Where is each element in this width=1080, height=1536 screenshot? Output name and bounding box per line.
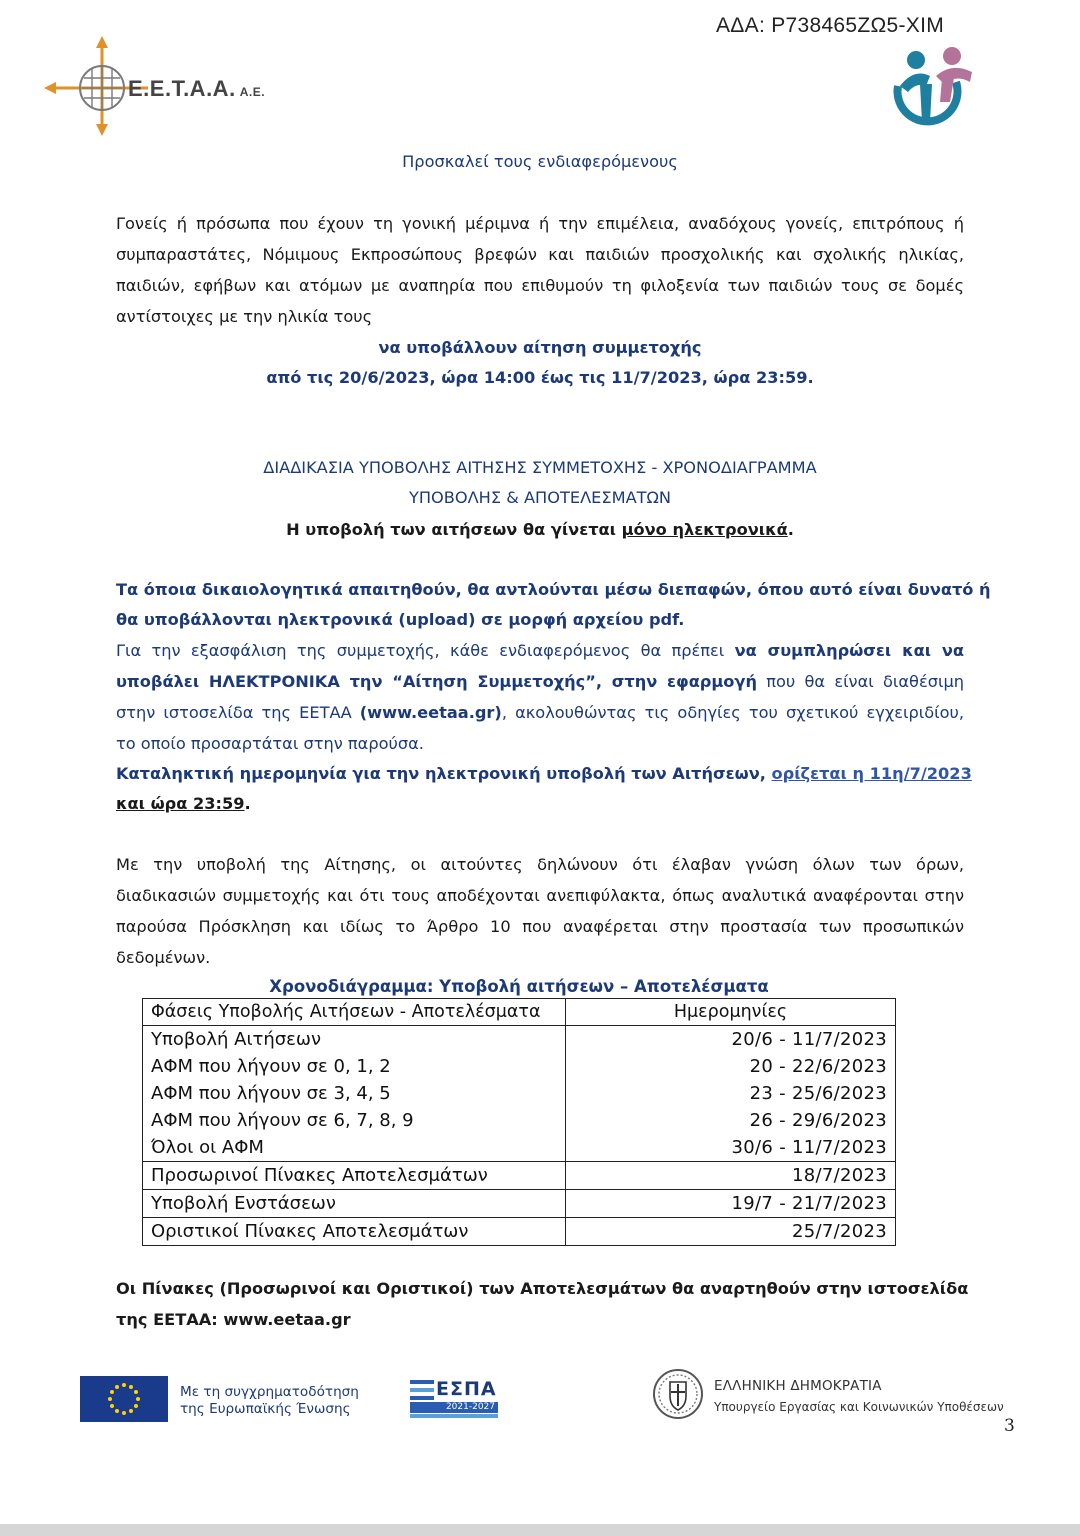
deadline-l1-text: Καταληκτική ημερομηνία για την ηλεκτρονική υποβολή των Αιτήσεων, xyxy=(116,764,772,783)
electronic-prefix: Η υποβολή των αιτήσεων θα γίνεται xyxy=(286,520,622,539)
eu-line-1: Με τη συγχρηματοδότηση xyxy=(180,1384,359,1400)
schedule-phase: ΑΦΜ που λήγουν σε 3, 4, 5 xyxy=(143,1080,566,1107)
table-row xyxy=(143,1218,896,1246)
terms-line-3: παρούσα Πρόσκληση και ιδίως το Άρθρο 10 που αναφέρεται στην προστασία των προσωπικών xyxy=(116,917,964,936)
schedule-date: 20/6 - 11/7/2023 xyxy=(566,1026,896,1054)
schedule-phase: ΑΦΜ που λήγουν σε 0, 1, 2 xyxy=(143,1053,566,1080)
schedule-phase: Προσωρινοί Πίνακες Αποτελεσμάτων xyxy=(143,1162,566,1190)
gr-line-1: ΕΛΛΗΝΙΚΗ ΔΗΜΟΚΡΑΤΙΑ xyxy=(714,1378,882,1394)
schedule-phase: Υποβολή Ενστάσεων xyxy=(143,1190,566,1218)
electronic-underlined: μόνο ηλεκτρονικά xyxy=(621,520,788,539)
invite-para-line-1: Γονείς ή πρόσωπα που έχουν τη γονική μέριμνα ή την επιμέλεια, αναδόχους γονείς, επιτρόπους ή xyxy=(116,214,964,233)
secure-line-2 xyxy=(116,672,964,692)
schedule-date: 19/7 - 21/7/2023 xyxy=(566,1190,896,1218)
invite-para-line-3: παιδιών, εφήβων και ατόμων με αναπηρία που επιθυμούν τη φιλοξενία των παιδιών τους σε δομές xyxy=(116,276,964,295)
eu-flag xyxy=(80,1376,168,1422)
page-number: 3 xyxy=(1004,1416,1015,1436)
schedule-col1-header: Φάσεις Υποβολής Αιτήσεων - Αποτελέσματα xyxy=(143,999,566,1026)
electronic-only-line xyxy=(0,520,1080,540)
greek-emblem xyxy=(652,1368,704,1420)
secure-line-1 xyxy=(116,641,964,661)
greek-emblem-icon xyxy=(652,1368,704,1420)
table-row xyxy=(143,1162,896,1190)
bottom-strip xyxy=(0,1524,1080,1536)
schedule-date: 20 - 22/6/2023 xyxy=(566,1053,896,1080)
gr-line-2: Υπουργείο Εργασίας και Κοινωνικών Υποθέσεων xyxy=(714,1400,1004,1414)
schedule-header-row xyxy=(143,999,896,1026)
schedule-date: 26 - 29/6/2023 xyxy=(566,1107,896,1134)
terms-line-1: Με την υποβολή της Αίτησης, οι αιτούντες δηλώνουν ότι έλαβαν γνώση όλων των όρων, xyxy=(116,855,964,874)
terms-line-4: δεδομένων. xyxy=(116,948,211,967)
table-row xyxy=(143,1107,896,1134)
procedure-title-line-1: ΔΙΑΔΙΚΑΣΙΑ ΥΠΟΒΟΛΗΣ ΑΙΤΗΣΗΣ ΣΥΜΜΕΤΟΧΗΣ - ΧΡΟΝΟΔΙΑΓΡΑΜΜΑ xyxy=(263,458,817,477)
espa-stripe xyxy=(410,1414,498,1418)
schedule-date: 30/6 - 11/7/2023 xyxy=(566,1134,896,1162)
deadline-l1-date: ορίζεται η 11η/7/2023 xyxy=(771,764,972,783)
schedule-phase: Όλοι οι ΑΦΜ xyxy=(143,1134,566,1162)
espa-logo xyxy=(408,1378,500,1422)
procedure-title-line-2: ΥΠΟΒΟΛΗΣ & ΑΠΟΤΕΛΕΣΜΑΤΩΝ xyxy=(408,488,672,507)
eetaa-link[interactable]: (www.eetaa.gr) xyxy=(359,703,502,722)
espa-stripes-icon xyxy=(410,1378,436,1402)
deadline-line-2 xyxy=(116,794,251,814)
deadline-l2-time: και ώρα 23:59 xyxy=(116,794,245,813)
schedule-caption: Χρονοδιάγραμμα: Υποβολή αιτήσεων – Αποτελέσματα xyxy=(269,977,769,996)
invite-submit-line: να υποβάλλουν αίτηση συμμετοχής xyxy=(378,338,702,357)
secure-l3-rest: , ακολουθώντας τις οδηγίες του σχετικού εγχειριδίου, xyxy=(501,703,964,722)
schedule-phase: Υποβολή Αιτήσεων xyxy=(143,1026,566,1054)
espa-years: 2021-2027 xyxy=(410,1402,498,1413)
secure-l1-plain: Για την εξασφάλιση της συμμετοχής, κάθε ενδιαφερόμενος θα πρέπει xyxy=(116,641,735,660)
secure-l2-plain: που θα είναι διαθέσιμη xyxy=(756,672,964,691)
results-line-2: της ΕΕΤΑΑ: www.eetaa.gr xyxy=(116,1310,351,1329)
secure-line-3 xyxy=(116,703,964,723)
schedule-date: 23 - 25/6/2023 xyxy=(566,1080,896,1107)
schedule-phase: Οριστικοί Πίνακες Αποτελεσμάτων xyxy=(143,1218,566,1246)
deadline-l2-dot: . xyxy=(244,794,251,813)
family-logo xyxy=(880,42,980,132)
eu-cofunding-text xyxy=(180,1384,359,1418)
table-row xyxy=(143,1053,896,1080)
secure-l1-bold: να συμπληρώσει και να xyxy=(734,641,965,660)
invite-para-line-2: συμπαραστάτες, Νόμιμους Εκπροσώπους βρεφών και παιδιών προσχολικής και σχολικής ηλικίας, xyxy=(116,245,964,264)
results-line-1: Οι Πίνακες (Προσωρινοί και Οριστικοί) των Αποτελεσμάτων θα αναρτηθούν στην ιστοσελίδα xyxy=(116,1279,969,1298)
table-row xyxy=(143,1026,896,1054)
table-row xyxy=(143,1134,896,1162)
family-icon xyxy=(880,42,980,132)
greek-republic-text xyxy=(714,1378,1004,1414)
table-row xyxy=(143,1190,896,1218)
docs-line-2: θα υποβάλλονται ηλεκτρονικά (upload) σε μορφή αρχείου pdf. xyxy=(116,610,685,629)
table-row xyxy=(143,1080,896,1107)
secure-line-4: το οποίο προσαρτάται στην παρούσα. xyxy=(116,734,424,753)
secure-l2-bold: υποβάλει ΗΛΕΚΤΡΟΝΙΚΑ την “Αίτηση Συμμετοχής”, στην εφαρμογή xyxy=(116,672,757,691)
eetaa-logo-text: E.E.T.A.A. xyxy=(128,76,236,101)
terms-line-2: διαδικασιών συμμετοχής και ότι τους αποδέχονται ανεπιφύλακτα, όπως αναλυτικά αναφέρονται στην xyxy=(116,886,964,905)
eu-line-2: της Ευρωπαϊκής Ένωσης xyxy=(180,1401,351,1417)
eetaa-logo xyxy=(44,36,274,136)
electronic-suffix: . xyxy=(787,520,794,539)
invite-dates-line: από τις 20/6/2023, ώρα 14:00 έως τις 11/7/2023, ώρα 23:59. xyxy=(266,368,814,387)
espa-title: ΕΣΠΑ xyxy=(436,1378,497,1400)
ada-code: ΑΔΑ: Ρ738465ΖΩ5-ΧΙΜ xyxy=(716,14,945,37)
schedule-col2-header: Ημερομηνίες xyxy=(566,999,896,1026)
invite-para-line-4: αντίστοιχες με την ηλικία τους xyxy=(116,307,373,326)
deadline-line-1 xyxy=(116,764,972,784)
invite-heading: Προσκαλεί τους ενδιαφερόμενους xyxy=(402,152,678,171)
schedule-date: 25/7/2023 xyxy=(566,1218,896,1246)
eu-stars-icon xyxy=(80,1376,168,1422)
schedule-date: 18/7/2023 xyxy=(566,1162,896,1190)
docs-line-1: Τα όποια δικαιολογητικά απαιτηθούν, θα αντλούνται μέσω διεπαφών, όπου αυτό είναι δυνατό ή xyxy=(116,580,991,599)
schedule-table xyxy=(142,998,896,1246)
schedule-phase: ΑΦΜ που λήγουν σε 6, 7, 8, 9 xyxy=(143,1107,566,1134)
eetaa-logo-suffix: A.E. xyxy=(239,85,266,99)
secure-l3-plain: στην ιστοσελίδα της ΕΕΤΑΑ xyxy=(116,703,360,722)
